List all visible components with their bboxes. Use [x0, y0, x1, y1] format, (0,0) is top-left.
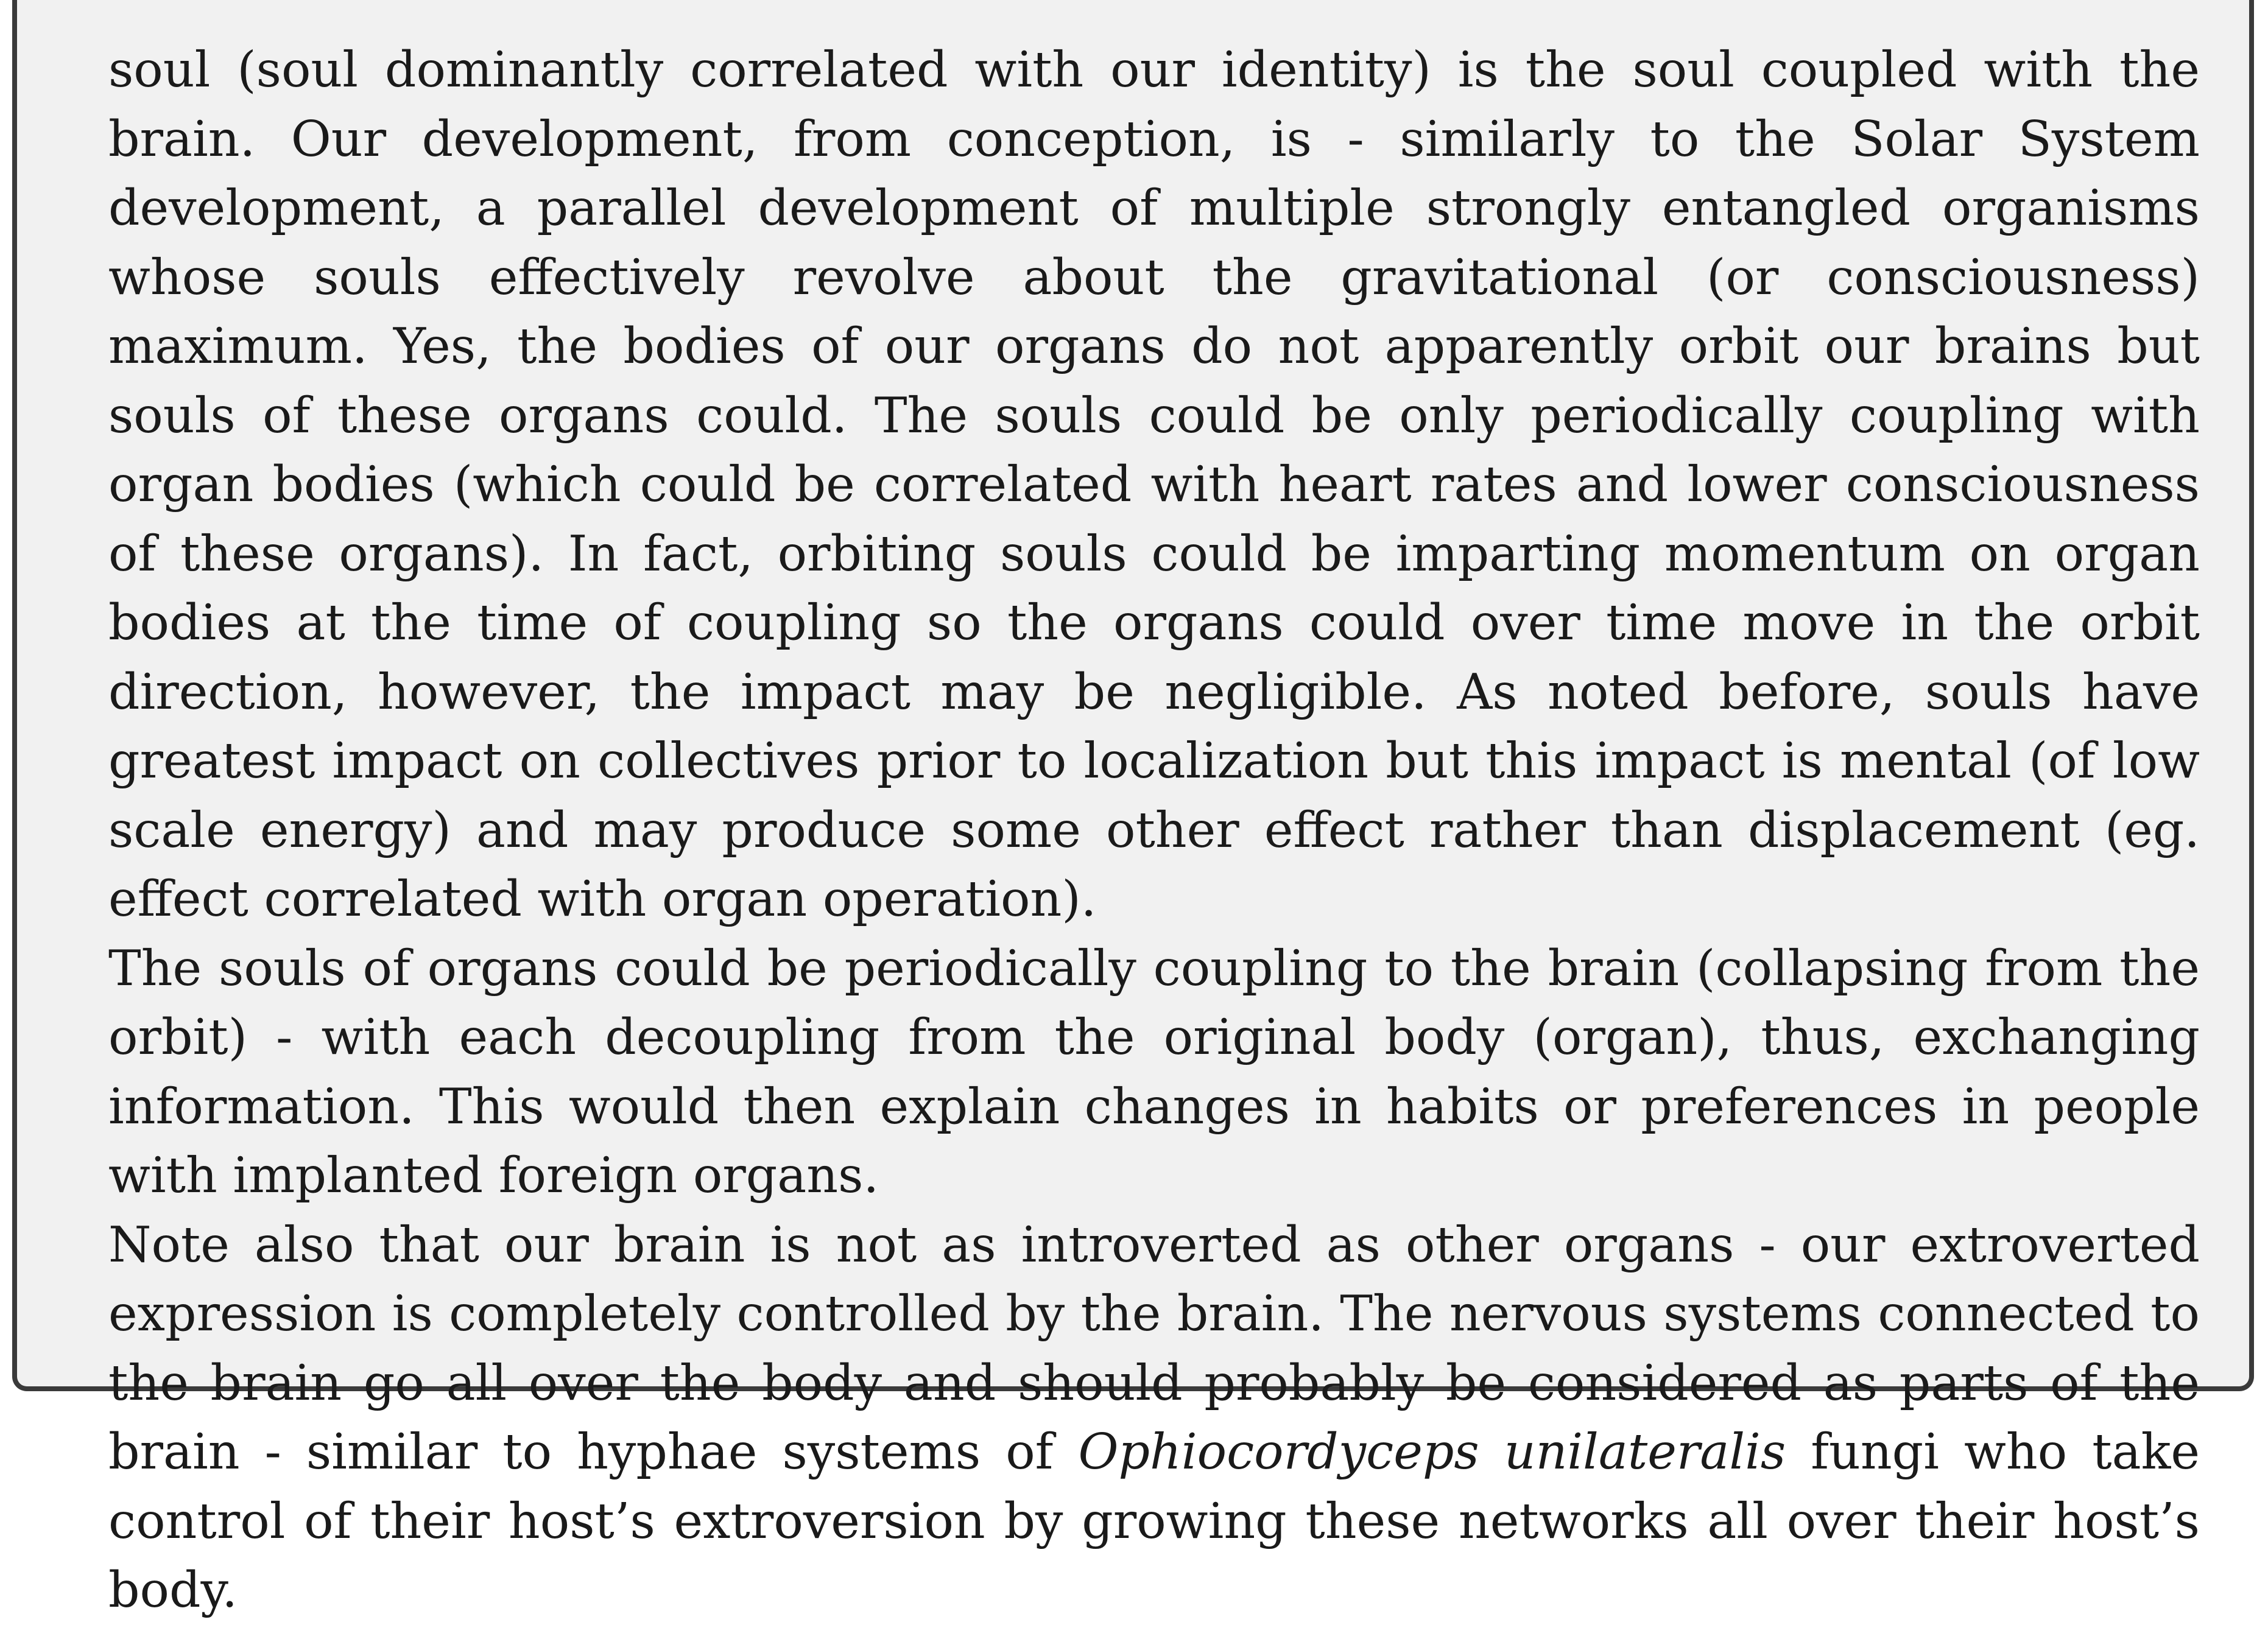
paragraph-3-text-after: fungi who take control of their host’s extroversion by growing these networks all over their host’s body. — [108, 1423, 2200, 1618]
paragraph-1: soul (soul dominantly correlated with our identity) is the soul coupled with the brain. Our development, from conception, is - similarly to the Solar System development, a parallel development of multiple strongly entangled organisms whose souls effectively revolve about the gravitational (or consciousness) maximum. Yes, the bodies of our organs do not apparently orbit our brains but souls of these organs could. The souls could be only periodically coupling with organ bodies (which could be correlated with heart rates and lower consciousness of these organs). In fact, orbiting souls could be imparting momentum on organ bodies at the time of coupling so the organs could over time move in the orbit direction, however, the impact may be negligible. As noted before, souls have greatest impact on collectives prior to localization but this impact is mental (of low scale energy) and may produce some other effect rather than displacement (eg. effect correlated with organ operation). — [108, 41, 2200, 927]
paragraph-2: The souls of organs could be periodically coupling to the brain (collapsing from the orbit) - with each decoupling from the original body (organ), thus, exchanging information. This would then explain changes in habits or preferences in people with implanted foreign organs. — [108, 939, 2200, 1204]
body-text — [108, 35, 2200, 1625]
species-name: Ophiocordyceps unilateralis — [1078, 1423, 1786, 1480]
paragraph-3 — [108, 1210, 2200, 1625]
text-box — [12, 0, 2254, 1618]
paragraph-3-text-before: Note also that our brain is not as introverted as other organs - our extroverted expression is completely controlled by the brain. The nervous systems connected to the brain go all over the body and should probably be considered as parts of the brain - similar to hyphae systems of — [108, 1215, 2200, 1480]
